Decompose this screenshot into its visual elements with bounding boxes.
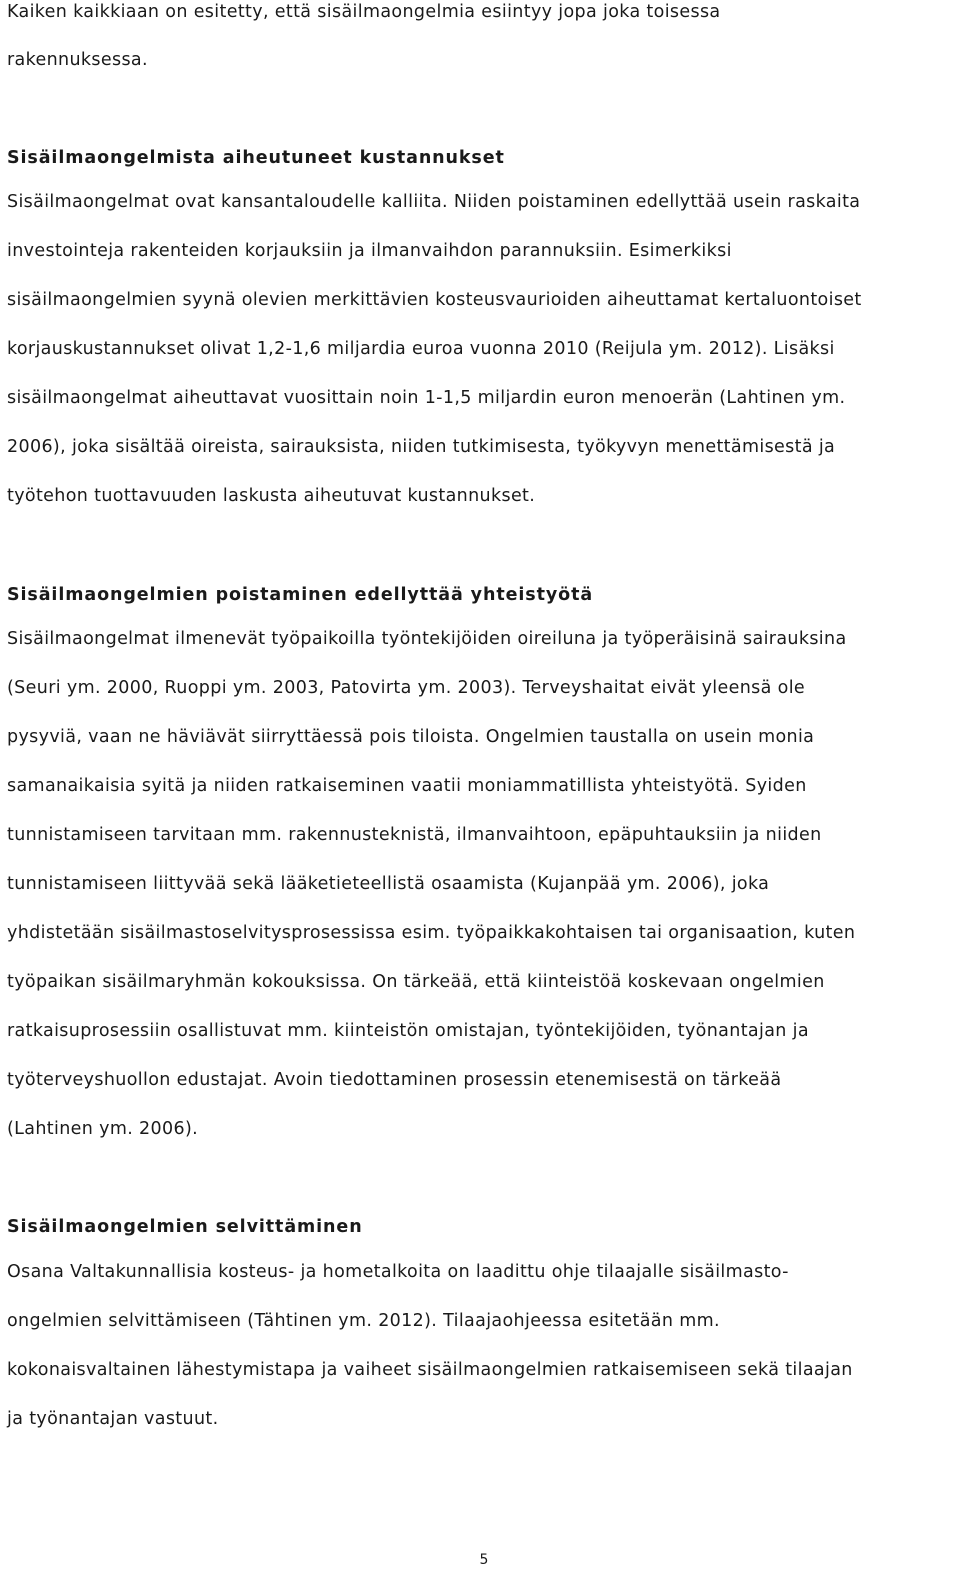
paragraph-line: tunnistamiseen tarvitaan mm. rakennusteknistä, ilmanvaihtoon, epäpuhtauksiin ja niiden — [7, 825, 822, 845]
paragraph-line: Sisäilmaongelmat ovat kansantaloudelle kalliita. Niiden poistaminen edellyttää usein raskaita — [7, 192, 861, 212]
paragraph-line: pysyviä, vaan ne häviävät siirryttäessä pois tiloista. Ongelmien taustalla on usein monia — [7, 727, 815, 747]
paragraph-line: tunnistamiseen liittyvää sekä lääketieteellistä osaamista (Kujanpää ym. 2006), joka — [7, 874, 770, 894]
paragraph-line: työterveyshuollon edustajat. Avoin tiedottaminen prosessin etenemisestä on tärkeää — [7, 1070, 782, 1090]
paragraph-line: (Seuri ym. 2000, Ruoppi ym. 2003, Patovirta ym. 2003). Terveyshaitat eivät yleensä ole — [7, 678, 806, 698]
paragraph-line: työpaikan sisäilmaryhmän kokouksissa. On tärkeää, että kiinteistöä koskevaan ongelmien — [7, 972, 825, 992]
paragraph-line: korjauskustannukset olivat 1,2-1,6 miljardia euroa vuonna 2010 (Reijula ym. 2012). Lisäksi — [7, 339, 835, 359]
section-heading-cooperation: Sisäilmaongelmien poistaminen edellyttää yhteistyötä — [7, 585, 594, 605]
paragraph-line: Osana Valtakunnallisia kosteus- ja hometalkoita on laadittu ohje tilaajalle sisäilmasto- — [7, 1262, 789, 1282]
section-heading-survey: Sisäilmaongelmien selvittäminen — [7, 1217, 363, 1237]
paragraph-line: (Lahtinen ym. 2006). — [7, 1119, 199, 1139]
paragraph-line: ja työnantajan vastuut. — [7, 1409, 219, 1429]
paragraph-line: kokonaisvaltainen lähestymistapa ja vaiheet sisäilmaongelmien ratkaisemiseen sekä tilaajan — [7, 1360, 853, 1380]
paragraph-line: samanaikaisia syitä ja niiden ratkaiseminen vaatii moniammatillista yhteistyötä. Syiden — [7, 776, 807, 796]
page-number: 5 — [479, 1552, 489, 1568]
paragraph-line: yhdistetään sisäilmastoselvitysprosessissa esim. työpaikkakohtaisen tai organisaation, kuten — [7, 923, 856, 943]
intro-line-2: rakennuksessa. — [7, 50, 148, 70]
paragraph-line: Sisäilmaongelmat ilmenevät työpaikoilla työntekijöiden oireiluna ja työperäisinä sairauksina — [7, 629, 847, 649]
intro-line-1: Kaiken kaikkiaan on esitetty, että sisäilmaongelmia esiintyy jopa joka toisessa — [7, 2, 721, 22]
paragraph-line: 2006), joka sisältää oireista, sairauksista, niiden tutkimisesta, työkyvyn menettämisestä ja — [7, 437, 836, 457]
paragraph-line: ratkaisuprosessiin osallistuvat mm. kiinteistön omistajan, työntekijöiden, työnantajan ja — [7, 1021, 809, 1041]
paragraph-line: ongelmien selvittämiseen (Tähtinen ym. 2012). Tilaajaohjeessa esitetään mm. — [7, 1311, 720, 1331]
section-heading-costs: Sisäilmaongelmista aiheutuneet kustannukset — [7, 148, 505, 168]
paragraph-line: investointeja rakenteiden korjauksiin ja ilmanvaihdon parannuksiin. Esimerkiksi — [7, 241, 732, 261]
paragraph-line: työtehon tuottavuuden laskusta aiheutuvat kustannukset. — [7, 486, 536, 506]
paragraph-line: sisäilmaongelmien syynä olevien merkittävien kosteusvaurioiden aiheuttamat kertaluontoiset — [7, 290, 862, 310]
paragraph-line: sisäilmaongelmat aiheuttavat vuosittain noin 1-1,5 miljardin euron menoerän (Lahtinen ym. — [7, 388, 846, 408]
